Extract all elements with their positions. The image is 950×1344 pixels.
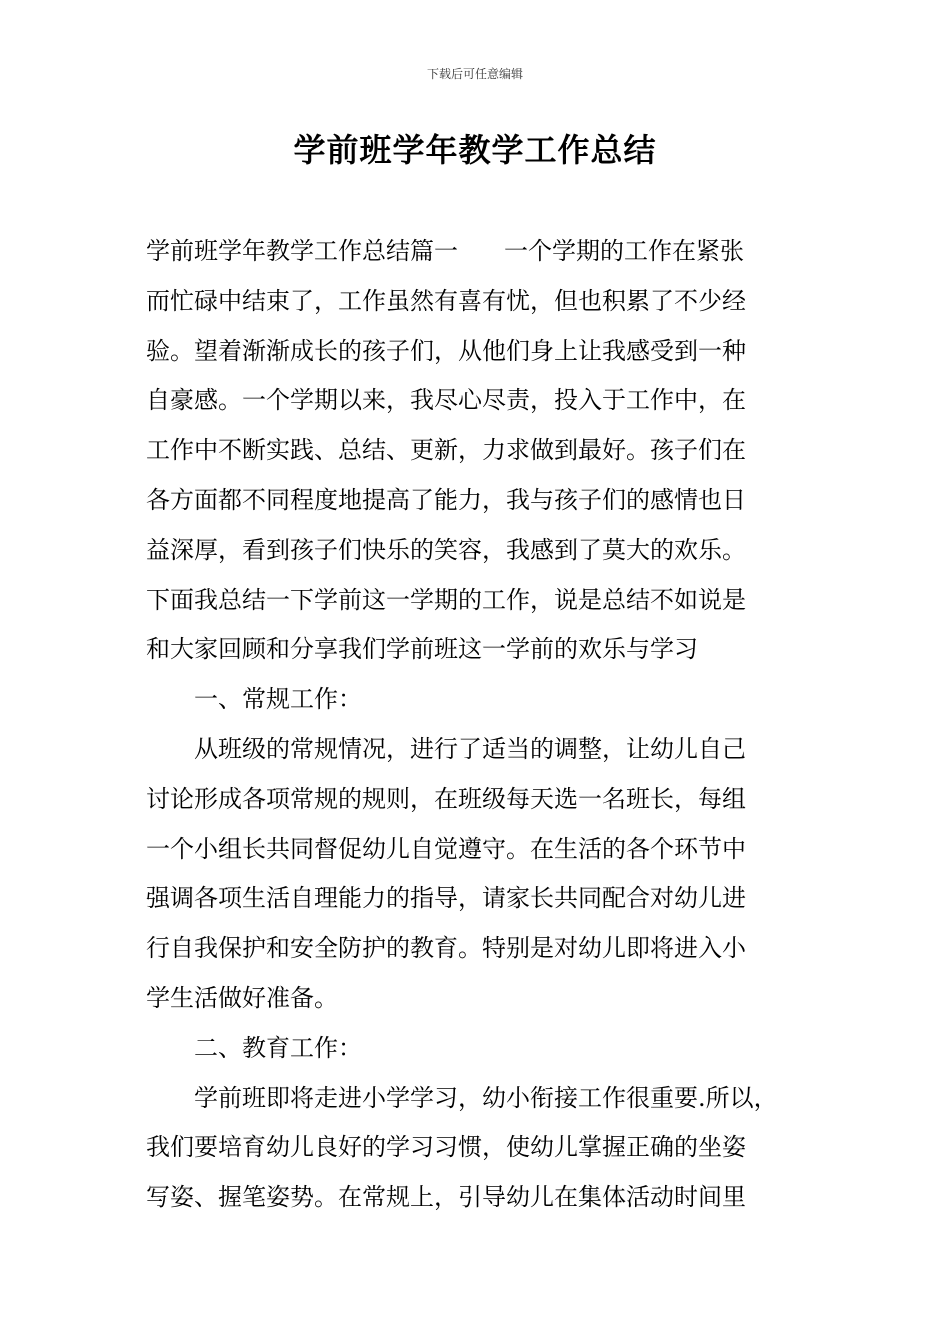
section-heading: 二、教育工作： (194, 1033, 362, 1062)
paragraph-line: 从班级的常规情况，进行了适当的调整，让幼儿自己 (194, 734, 746, 763)
paragraph-line: 自豪感。一个学期以来，我尽心尽责，投入于工作中，在 (146, 386, 746, 415)
paragraph-line: 强调各项生活自理能力的指导，请家长共同配合对幼儿进 (146, 884, 746, 913)
paragraph-line: 行自我保护和安全防护的教育。特别是对幼儿即将进入小 (146, 934, 746, 963)
paragraph-line: 我们要培育幼儿良好的学习习惯，使幼儿掌握正确的坐姿 (146, 1133, 746, 1162)
paragraph-line (146, 227, 810, 277)
paragraph-line: 学前班即将走进小学学习，幼小衔接工作很重要.所以， (194, 1083, 778, 1112)
paragraph-line: 学生活做好准备。 (146, 983, 338, 1012)
paragraph-text: 一个学期的工作在紧张 (504, 237, 744, 265)
paragraph-line: 下面我总结一下学前这一学期的工作，说是总结不如说是 (146, 585, 746, 614)
paragraph-line: 写姿、握笔姿势。在常规上，引导幼儿在集体活动时间里 (146, 1183, 746, 1212)
paragraph-line: 各方面都不同程度地提高了能力，我与孩子们的感情也日 (146, 485, 746, 514)
header-note: 下载后可任意编辑 (426, 67, 523, 81)
paragraph-line: 和大家回顾和分享我们学前班这一学前的欢乐与学习 (146, 635, 698, 664)
paragraph-line: 讨论形成各项常规的规则，在班级每天选一名班长，每组 (146, 784, 746, 813)
paragraph-line: 工作中不断实践、总结、更新，力求做到最好。孩子们在 (146, 436, 746, 465)
paragraph-line: 一个小组长共同督促幼儿自觉遵守。在生活的各个环节中 (146, 834, 746, 863)
article-lead: 学前班学年教学工作总结篇一 (146, 237, 458, 265)
paragraph-line: 验。望着渐渐成长的孩子们，从他们身上让我感受到一种 (146, 336, 746, 365)
paragraph-line: 而忙碌中结束了，工作虽然有喜有忧，但也积累了不少经 (146, 286, 746, 315)
document-body (146, 227, 810, 1223)
document-title: 学前班学年教学工作总结 (293, 131, 657, 169)
paragraph-line: 益深厚，看到孩子们快乐的笑容，我感到了莫大的欢乐。 (146, 535, 746, 564)
section-heading: 一、常规工作： (194, 685, 362, 714)
